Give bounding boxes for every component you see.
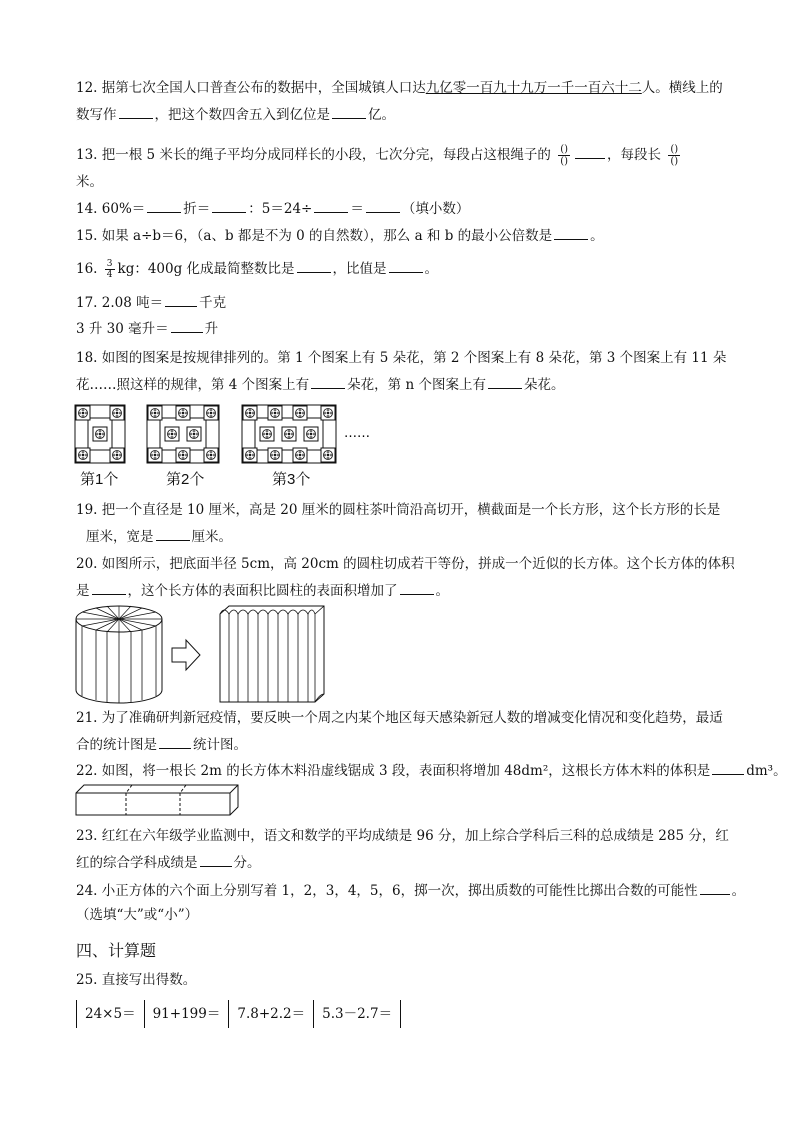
q14-text-3: ：5＝24÷: [248, 201, 313, 217]
answer-blank[interactable]: [147, 198, 181, 213]
answer-blank[interactable]: [575, 144, 605, 159]
q13-text: 13. 把一根 5 米长的绳子平均分成同样长的小段，七次分完，每段占这根绳子的: [76, 147, 551, 163]
answer-blank[interactable]: [488, 374, 522, 389]
cylinder-figure: [76, 606, 162, 703]
q24-text-2: 。: [731, 883, 746, 899]
caption-pattern-2: 第2个: [166, 471, 205, 488]
q17-text-4: 升: [204, 321, 219, 337]
fraction-denominator: (): [670, 156, 679, 167]
question-15: [76, 225, 753, 246]
wood-block-figure: [74, 783, 242, 819]
question-16: [76, 254, 753, 284]
q16-text-3: 。: [424, 261, 439, 277]
q18-text-2: 花……照这样的规律，第 4 个图案上有: [76, 377, 310, 393]
answer-blank[interactable]: [297, 258, 331, 273]
question-12-line-2: [76, 104, 753, 125]
question-21-line-1: [76, 708, 753, 728]
question-25-title: [76, 970, 753, 990]
q23-text-2: 红的综合学科成绩是: [76, 855, 198, 871]
question-19-line-1: [76, 500, 753, 520]
question-21-line-2: [76, 734, 753, 755]
flower-pattern-figure: [74, 404, 374, 466]
answer-blank[interactable]: [700, 880, 730, 895]
answer-blank[interactable]: [400, 580, 434, 595]
q12-text-3: 数写作: [76, 107, 117, 123]
fraction-denominator: (): [560, 156, 569, 167]
q12-number-words: 九亿零一百九十九万一千一百六十二: [425, 80, 642, 96]
q20-text-2: 是: [76, 583, 90, 599]
q21-text-2: 合的统计图是: [76, 737, 157, 753]
arrow-right-icon: [172, 640, 200, 670]
q22-text-2: dm³。: [746, 763, 787, 779]
q12-text-2: 人。横线上的: [641, 80, 723, 96]
spacer: [78, 527, 84, 541]
question-14: [76, 198, 753, 219]
pattern-ellipsis: ……: [344, 426, 370, 441]
caption-pattern-1: 第1个: [80, 471, 119, 488]
answer-blank[interactable]: [554, 225, 588, 240]
q15-text: 15. 如果 a÷b＝6，（a、b 都是不为 0 的自然数），那么 a 和 b 的最小公倍数是: [76, 228, 553, 244]
q14-text-2: 折＝: [183, 201, 211, 217]
answer-blank[interactable]: [165, 292, 197, 307]
q19-text-3: 厘米。: [191, 529, 232, 545]
answer-blank[interactable]: [119, 104, 153, 119]
answer-blank[interactable]: [332, 104, 366, 119]
answer-blank[interactable]: [92, 580, 126, 595]
q24-text-3: （选填“大”或“小”）: [76, 907, 199, 923]
question-13-line-2: [76, 172, 753, 192]
question-18-line-1: [76, 348, 753, 368]
question-17-line-2: [76, 318, 753, 339]
question-22: [76, 760, 787, 781]
fraction-blank-2[interactable]: [668, 144, 680, 167]
answer-blank[interactable]: [212, 198, 246, 213]
fraction-blank-1[interactable]: [558, 144, 570, 167]
q18-text-4: 朵花。: [523, 377, 565, 393]
answer-blank[interactable]: [156, 526, 190, 541]
q15-text-2: 。: [590, 228, 604, 244]
calc-item-1[interactable]: 24×5＝: [76, 1000, 144, 1028]
q14-text: 14. 60%＝: [76, 201, 146, 217]
calc-item-3[interactable]: 7.8+2.2＝: [228, 1000, 313, 1028]
section-heading: 四、计算题: [76, 941, 157, 960]
q24-text: 24. 小正方体的六个面上分别写着 1，2，3，4，5，6，掷一次，掷出质数的可能性比掷出合数的可能性: [76, 883, 698, 899]
q12-text: 12. 据第七次全国人口普查公布的数据中，全国城镇人口达: [76, 80, 426, 96]
q14-text-4: ＝: [350, 201, 364, 217]
pattern-1: [75, 405, 125, 463]
q25-text: 25. 直接写出得数。: [76, 972, 197, 988]
q17-text-3: 3 升 30 毫升＝: [76, 321, 169, 337]
fraction-numerator: 3: [106, 259, 113, 269]
q21-text: 21. 为了准确研判新冠疫情，要反映一个周之内某个地区每天感染新冠人数的增减变化情况和变化趋势，最适: [76, 710, 723, 726]
answer-blank[interactable]: [712, 760, 744, 775]
q21-text-3: 统计图。: [193, 737, 247, 753]
answer-blank[interactable]: [171, 318, 203, 333]
q20-text: 20. 如图所示，把底面半径 5cm，高 20cm 的圆柱切成若干等份，拼成一个近似的长方体。这个长方体的体积: [76, 556, 735, 572]
fraction-numerator: (): [670, 144, 679, 155]
question-19-line-2: [76, 526, 753, 547]
q12-text-4: ，把这个数四舍五入到亿位是: [154, 107, 330, 123]
question-23-line-2: [76, 852, 753, 873]
q12-text-5: 亿。: [368, 107, 395, 123]
q18-text-3: 朵花，第 n 个图案上有: [347, 377, 486, 393]
q20-text-4: 。: [435, 583, 449, 599]
calculation-row: [76, 1000, 401, 1028]
pattern-3: [242, 405, 336, 463]
pattern-2: [147, 405, 219, 463]
question-20-line-2: [76, 580, 753, 601]
question-18-line-2: [76, 374, 753, 395]
fraction-three-quarters: [105, 259, 115, 280]
answer-blank[interactable]: [200, 852, 232, 867]
q17-text-2: 千克: [199, 295, 227, 311]
question-12-line-1: [76, 78, 753, 98]
q23-text-3: 分。: [233, 855, 261, 871]
q16-number: 16.: [76, 261, 98, 277]
question-17-line-1: [76, 292, 753, 313]
q17-text: 17. 2.08 吨＝: [76, 295, 164, 311]
question-23-line-1: [76, 826, 753, 846]
q20-text-3: ，这个长方体的表面积比圆柱的表面积增加了: [127, 583, 398, 599]
q16-text: kg：400g 化成最简整数比是: [117, 261, 295, 277]
cylinder-to-cuboid-figure: [74, 604, 334, 706]
answer-blank[interactable]: [366, 198, 400, 213]
caption-pattern-3: 第3个: [272, 471, 311, 488]
question-24-line-2: [76, 905, 753, 925]
question-13-line-1: [76, 140, 753, 170]
fraction-denominator: 4: [106, 270, 113, 280]
q14-text-5: （填小数）: [401, 201, 470, 217]
q19-text-2: 厘米，宽是: [86, 529, 154, 545]
calc-item-2[interactable]: 91+199＝: [144, 1000, 229, 1028]
q23-text: 23. 红红在六年级学业监测中，语文和数学的平均成绩是 96 分，加上综合学科后三科的总成绩是 285 分，红: [76, 828, 729, 844]
answer-blank[interactable]: [314, 198, 348, 213]
q18-text: 18. 如图的图案是按规律排列的。第 1 个图案上有 5 朵花，第 2 个图案上有 8 朵花，第 3 个图案上有 11 朵: [76, 350, 727, 366]
question-20-line-1: [76, 554, 753, 574]
q22-text: 22. 如图，将一根长 2m 的长方体木料沿虚线锯成 3 段，表面积将增加 48dm²，这根长方体木料的体积是: [76, 763, 711, 779]
fraction-numerator: (): [560, 144, 569, 155]
cuboid-figure: [220, 606, 324, 702]
q19-text: 19. 把一个直径是 10 厘米，高是 20 厘米的圆柱茶叶筒沿高切开，横截面是一个长方形，这个长方形的长是: [76, 502, 721, 518]
answer-blank[interactable]: [311, 374, 345, 389]
q13-text-2: ，每段长: [607, 147, 662, 163]
q13-text-3: 米。: [76, 174, 103, 190]
answer-blank[interactable]: [389, 258, 423, 273]
answer-blank[interactable]: [159, 734, 191, 749]
q16-text-2: ，比值是: [332, 261, 387, 277]
question-24-line-1: [76, 880, 753, 901]
calc-item-4[interactable]: 5.3－2.7＝: [313, 1000, 401, 1028]
